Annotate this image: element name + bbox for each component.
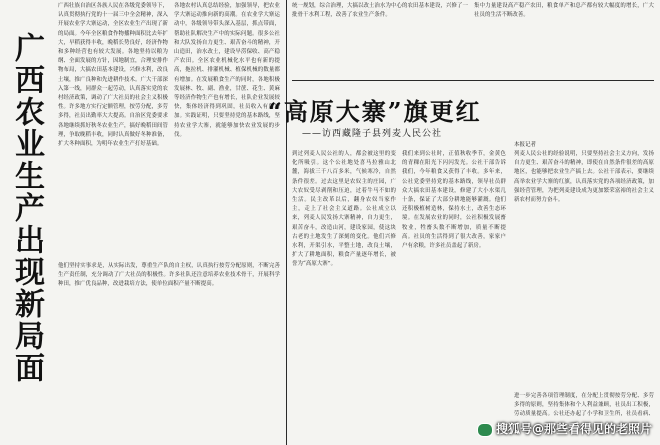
upper-article-column-1: 统一规划，综合治理，大搞以改土治水为中心的农田基本建设，兴修了一批骨干水利工程，改善了农业生产条件。 <box>292 3 468 19</box>
sohu-logo-icon <box>477 423 493 437</box>
watermark <box>477 420 652 437</box>
left-article-column-1: 广西壮族自治区各族人民在各级党委领导下，认真贯彻执行党的十一届三中全会精神，深入开展农业学大寨运动，全区农业生产出现了新的局面。今年全区粮食作物播种面积比去年扩大，早稻获得丰收，晚稻长势良好，经济作物和多种经营也有较大发展。各地坚持以粮为纲、全面发展的方针，因地制宜，合理安排作物布局，大搞农田基本建设，兴修水利，改良土壤，推广良种和先进耕作技术。广大干部深入第一线，同群众一起劳动，认真落实党的农村经济政策，调动了广大社员的社会主义积极性。许多地方实行定额管理，按劳分配，多劳多得，社员出勤率大大提高。自治区党委要求各地继续抓好秋冬农业生产，搞好晚稻田间管理，争取晚稻丰收，同时认真做好冬种准备，扩大冬种面积，为明年农业生产打好基础。 <box>58 3 168 148</box>
left-article-column-3: 他们坚持实事求是，从实际出发，尊重生产队的自主权，认真执行按劳分配原则，不断完善生产责任制，充分调动了广大社员的积极性。许多社队还注意培养农业技术骨干，开展科学种田，推广优良品种，改进栽培方法，使单位面积产量不断提高。 <box>58 263 280 288</box>
left-article-column-2: 各地农村认真总结经验，加强领导，把农业学大寨运动推向新的高潮。在农业学大寨运动中，各级领导带头深入基层，抓点带面，帮助社队解决生产中的实际问题。很多公社和大队发扬自力更生、艰苦奋斗的精神，开山造田，治水改土，建设旱涝保收、高产稳产农田。全区农业机械化水平也有新的提高，拖拉机、排灌机械、植保机械的数量都有增加。在发展粮食生产的同时，各地积极发展林、牧、副、渔业，甘蔗、花生、黄麻等经济作物生产也有增长，社队企业发展较快，集体经济得到巩固，社员收入有所增加。实践证明，只要坚持党的基本路线，坚持农业学大寨，就能够加快农业发展的步伐。 <box>174 3 280 138</box>
column-divider <box>286 0 287 445</box>
main-article-column-3: 列麦人民公社的经验说明，只要坚持社会主义方向，发扬自力更生、艰苦奋斗的精神，即使在自然条件很差的高原地区，也能够把农业生产搞上去。公社干部表示，要继续高举农业学大寨的红旗，认真落实党的各项经济政策，加强经营管理，为把列麦建设成为更加繁荣富裕的社会主义新农村而努力奋斗。 <box>514 151 654 204</box>
main-article-column-2: 我们来到公社时，正值秋收季节，金黄色的青稞在阳光下闪闪发光。公社干部告诉我们，今年粮食又获得了丰收。多年来，公社党委坚持党的基本路线，领导社员群众大搞农田基本建设，修建了大小水渠几十条，保证了大部分耕地能够灌溉。他们还积极植树造林，保持水土，改善生态环境。在发展农业的同时，公社积极发展畜牧业，牲畜头数不断增加，质量不断提高。社员的生活得到了很大改善，家家户户有余粮，许多社员盖起了新房。 <box>402 151 506 250</box>
main-article-byline: 本报记者 <box>514 142 537 148</box>
main-subheadline: ——访西藏隆子县列麦人民公社 <box>302 129 443 139</box>
left-article-title: 广西农业生产出现新局面 <box>9 32 44 384</box>
upper-article-column-2: 集中力量建设高产稳产农田，粮食单产和总产都有较大幅度的增长，广大社员的生活不断改善。 <box>474 3 654 19</box>
main-article-column-4: 进一步完善各项管理制度，在分配上贯彻按劳分配、多劳多得的原则，坚持集体和个人利益兼顾，社员出工积极，劳动质量提高。公社还办起了小学和卫生所，社员看病、 <box>514 393 654 418</box>
main-article-column-1: 到过列麦人民公社的人，都会被这里的变化所吸引。这个公社地处喜马拉雅山北麓，海拔三千八百多米，气候寒冷，自然条件很差。过去这里是农奴主的庄园，广大农奴受尽剥削和压迫，过着牛马不如的生活。民主改革以后，翻身农奴当家作主，走上了社会主义道路。公社成立以来，列麦人民发扬大寨精神，自力更生，艰苦奋斗，改造山河，建设家园，使这块古老的土地发生了深刻的变化。他们兴修水利，开渠引水，平整土地，改良土壤，扩大了耕地面积，粮食产量逐年增长，被誉为“高原大寨”。 <box>292 151 396 268</box>
main-headline: “高原大寨”旗更红 <box>268 97 482 126</box>
section-rule <box>292 80 654 81</box>
watermark-text: 搜狐号@那些看得见的老照片 <box>495 422 652 436</box>
